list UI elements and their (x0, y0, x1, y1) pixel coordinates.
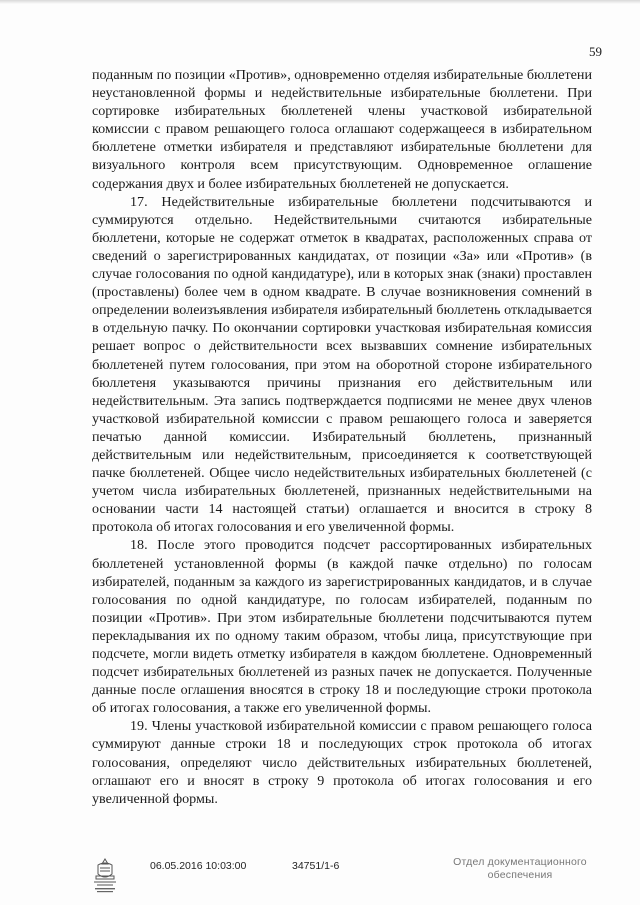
paragraph-item-19: 19. Члены участковой избирательной комиссии с правом решающего голоса суммируют данные строки 18 и последующих строк протокола об итогах голосования, определяют число действительных избирательных бюллетеней, оглашают его и вносят в строку 9 протокола об итогах голосования и его увеличенной формы. (92, 718, 592, 807)
scan-edge-shadow (0, 0, 640, 4)
footer-department-line1: Отдел документационного (453, 856, 587, 868)
paragraph-item-18: 18. После этого проводится подсчет рассортированных избирательных бюллетеней установленной формы (в каждой пачке отдельно) по голосам избирателей, поданным за каждого из зарегистрированных кандидатов, и в случае голосования по одной кандидатуре, по голосам избирателей, поданным по позиции «Против». При этом избирательные бюллетени подсчитываются путем перекладывания их по одному таким образом, чтобы лица, присутствующие при подсчете, могли видеть отметку избирателя в каждом бюллетене. Одновременный подсчет избирательных бюллетеней из разных пачек не допускается. Полученные данные после оглашения вносятся в строку 18 и последующие строки протокола об итогах голосования, а также его увеличенной формы. (92, 537, 592, 717)
coat-of-arms-stamp-icon (88, 856, 122, 896)
footer-document-number: 34751/1-6 (292, 860, 340, 872)
page-number: 59 (589, 44, 602, 59)
footer-department-line2: обеспечения (487, 869, 553, 881)
paragraph-continuation: поданным по позиции «Против», одновременно отделяя избирательные бюллетени неустановленной формы и недействительные избирательные бюллетени. При сортировке избирательных бюллетеней члены участковой избирательной комиссии с правом решающего голоса оглашают содержащееся в избирательном бюллетене отметки избирателя и представляют избирательные бюллетени для визуального контроля всем присутствующим. Одновременное оглашение содержания двух и более избирательных бюллетеней не допускается. (92, 67, 592, 192)
footer-department (440, 856, 600, 882)
document-body (92, 66, 592, 808)
footer-datetime: 06.05.2016 10:03:00 (150, 860, 247, 872)
page-footer (0, 852, 640, 902)
paragraph-item-17: 17. Недействительные избирательные бюллетени подсчитываются и суммируются отдельно. Недействительными считаются избирательные бюллетени, которые не содержат отметок в квадратах, расположенных справа от сведений о зарегистрированных кандидатах, от позиции «За» или «Против» (в случае голосования по одной кандидатуре), или в которых знак (знаки) проставлен (проставлены) более чем в одном квадрате. В случае возникновения сомнений в определении волеизъявления избирателя избирательный бюллетень откладывается в отдельную пачку. По окончании сортировки участковая избирательная комиссия решает вопрос о действительности всех вызвавших сомнение избирательных бюллетеней путем голосования, при этом на оборотной стороне избирательного бюллетеня указываются причины признания его действительным или недействительным. Эта запись подтверждается подписями не менее двух членов участковой избирательной комиссии с правом решающего голоса и заверяется печатью данной комиссии. Избирательный бюллетень, признанный действительным или недействительным, присоединяется к соответствующей пачке бюллетеней. Общее число недействительных избирательных бюллетеней (с учетом числа избирательных бюллетеней, признанных недействительными на основании части 14 настоящей статьи) оглашается и вносится в строку 8 протокола об итогах голосования и его увеличенной формы. (92, 193, 592, 536)
